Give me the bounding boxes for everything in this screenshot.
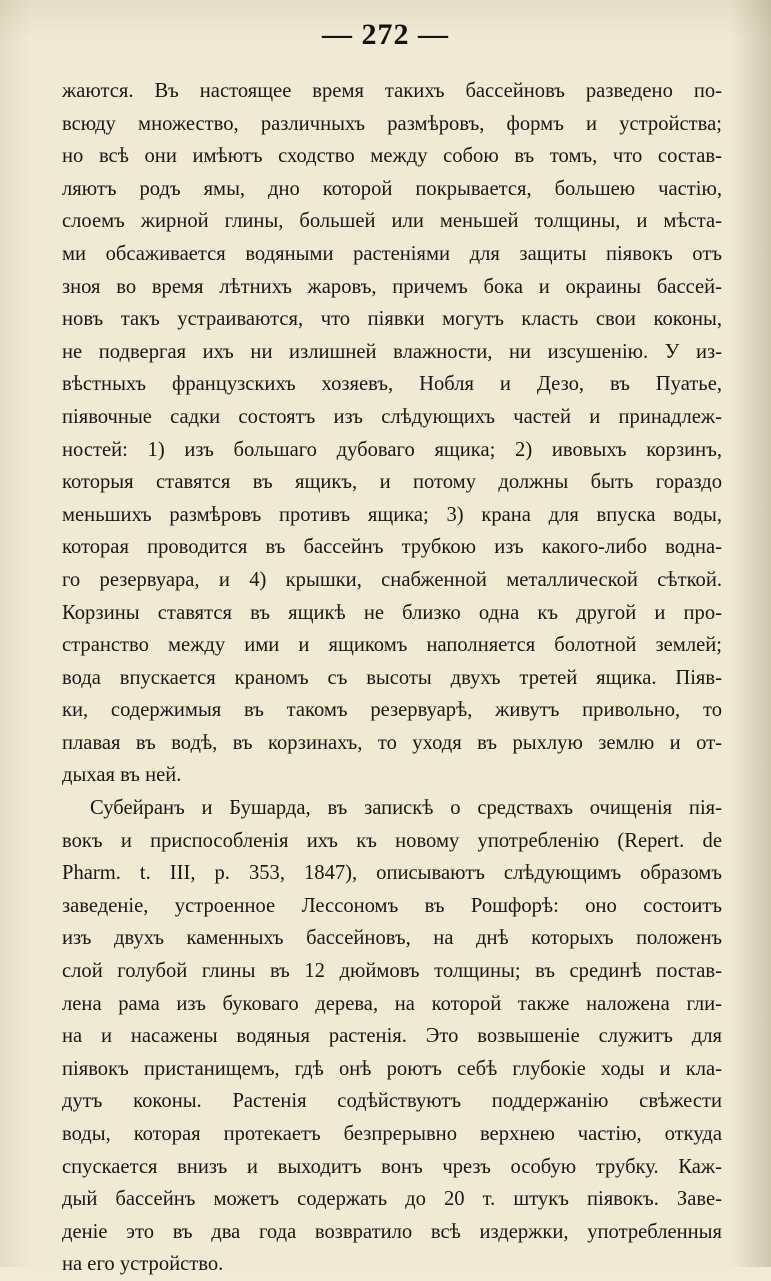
text-line: піявокъ пристанищемъ, гдѣ онѣ роютъ себѣ глубокіе ходы и кла- — [62, 1057, 722, 1080]
text-line: всюду множество, различныхъ размѣровъ, формъ и устройства; — [62, 112, 722, 135]
text-line: Pharm. t. III, p. 353, 1847), описываютъ слѣдующимъ образомъ — [62, 862, 722, 885]
text-line: которая проводится въ бассейнъ трубкою изъ какого-либо водна- — [62, 536, 722, 559]
text-line: странство между ими и ящикомъ наполняется болотной землей; — [62, 634, 722, 657]
text-line: на и насажены водяныя растенія. Это возвышеніе служитъ для — [62, 1025, 722, 1048]
text-line-paragraph-start: Субейранъ и Бушарда, въ запискѣ о средствахъ очищенія пія- — [90, 797, 722, 820]
text-line: деніе это въ два года возвратило всѣ издержки, употребленныя — [62, 1220, 722, 1243]
text-line-paragraph-end: дыхая въ ней. — [62, 764, 182, 787]
text-line: ки, содержимыя въ такомъ резервуарѣ, живутъ привольно, то — [62, 699, 722, 722]
text-line: дутъ коконы. Растенія содѣйствуютъ поддержанію свѣжести — [62, 1090, 722, 1113]
text-line-paragraph-end: на его устройство. — [62, 1253, 224, 1276]
text-line: Корзины ставятся въ ящикѣ не близко одна къ другой и про- — [62, 601, 722, 624]
text-line: зноя во время лѣтнихъ жаровъ, причемъ бока и окраины бассей- — [62, 275, 722, 298]
text-line: вода впускается краномъ съ высоты двухъ третей ящика. Піяв- — [62, 666, 722, 689]
text-line: воды, которая протекаетъ безпрерывно верхнею частію, откуда — [62, 1123, 722, 1145]
text-line: новъ такъ устраиваются, что піявки могутъ класть свои коконы, — [62, 308, 722, 331]
text-line: заведеніе, устроенное Лессономъ въ Рошфорѣ: оно состоитъ — [62, 894, 722, 917]
text-line: спускается внизъ и выходитъ вонъ чрезъ особую трубку. Каж- — [62, 1155, 722, 1178]
text-line: піявочные садки состоятъ изъ слѣдующихъ частей и принадлеж- — [62, 405, 722, 428]
text-line: ляютъ родъ ямы, дно которой покрывается, большею частію, — [62, 177, 722, 200]
text-line: жаются. Въ настоящее время такихъ бассейновъ разведено по- — [62, 80, 722, 102]
text-line: вѣстныхъ французскихъ хозяевъ, Нобля и Дезо, въ Пуатье, — [62, 373, 722, 396]
page-number: — 272 — — [322, 18, 449, 51]
text-line: го резервуара, и 4) крышки, снабженной металлической сѣткой. — [62, 568, 722, 591]
page-text — [62, 75, 722, 1281]
text-line: но всѣ они имѣютъ сходство между собою въ томъ, что состав- — [62, 145, 722, 168]
text-line: меньшихъ размѣровъ противъ ящика; 3) крана для впуска воды, — [62, 503, 722, 526]
text-line: вокъ и приспособленія ихъ къ новому употребленію (Repert. de — [62, 829, 722, 852]
text-line: лена рама изъ буковаго дерева, на которой также наложена гли- — [62, 992, 722, 1015]
text-line: ми обсаживается водяными растеніями для защиты піявокъ отъ — [62, 242, 722, 265]
text-line: не подвергая ихъ ни излишней влажности, ни изсушенію. У из- — [62, 340, 722, 363]
text-line: слоемъ жирной глины, большей или меньшей толщины, и мѣста- — [62, 210, 722, 233]
text-line: ностей: 1) изъ большаго дубоваго ящика; 2) ивовыхъ корзинъ, — [62, 438, 722, 461]
text-line: дый бассейнъ можетъ содержать до 20 т. штукъ піявокъ. Заве- — [62, 1188, 722, 1211]
text-line: слой голубой глины въ 12 дюймовъ толщины; въ срединѣ постав- — [62, 960, 722, 983]
text-line: изъ двухъ каменныхъ бассейновъ, на днѣ которыхъ положенъ — [62, 927, 722, 950]
text-line: плавая въ водѣ, въ корзинахъ, то уходя въ рыхлую землю и от- — [62, 731, 722, 754]
text-line: которыя ставятся въ ящикъ, и потому должны быть гораздо — [62, 471, 722, 494]
